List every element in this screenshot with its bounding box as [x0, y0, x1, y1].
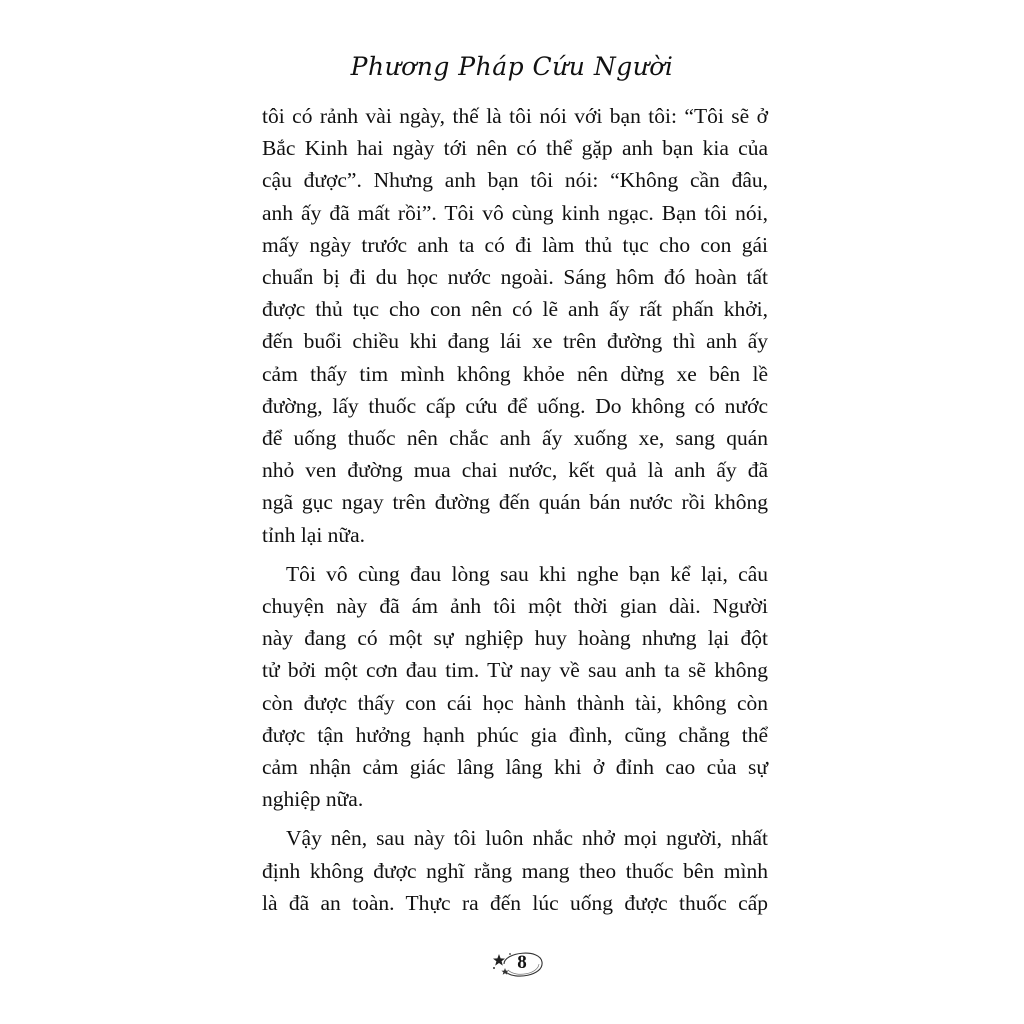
text-line: tỉnh lại nữa. — [262, 522, 366, 547]
text-line: Tôi vô cùng đau lòng sau khi nghe bạn kể lại, câu — [286, 561, 768, 586]
text-line: cảm nhận cảm giác lâng lâng khi ở đỉnh cao của sự — [262, 755, 768, 780]
running-header: Phương Pháp Cứu Người — [350, 52, 674, 81]
text-line: nhỏ ven đường mua chai nước, kết quả là anh ấy đã — [262, 458, 768, 483]
text-line: ngã gục ngay trên đường đến quán bán nước rồi không — [262, 490, 768, 515]
paragraph-3 — [262, 822, 768, 919]
text-line: anh ấy đã mất rồi”. Tôi vô cùng kinh ngạc. Bạn tôi nói, — [262, 200, 768, 225]
text-line: đường, lấy thuốc cấp cứu để uống. Do không có nước — [262, 393, 768, 418]
text-line: tôi có rảnh vài ngày, thế là tôi nói với bạn tôi: “Tôi sẽ ở — [262, 104, 768, 128]
text-line: chuyện này đã ám ảnh tôi một thời gian dài. Người — [262, 594, 768, 619]
text-line: nghiệp nữa. — [262, 787, 364, 812]
text-line: định không được nghĩ rằng mang theo thuốc bên mình — [262, 858, 768, 883]
text-line: còn được thấy con cái học hành thành tài, không còn — [262, 690, 768, 715]
text-line: này đang có một sự nghiệp huy hoàng nhưng lại đột — [262, 626, 768, 651]
paragraph-1 — [262, 100, 768, 551]
text-line: mấy ngày trước anh ta có đi làm thủ tục cho con gái — [262, 232, 768, 257]
text-line: chuẩn bị đi du học nước ngoài. Sáng hôm đó hoàn tất — [262, 265, 768, 290]
text-line: là đã an toàn. Thực ra đến lúc uống được thuốc cấp — [262, 890, 768, 915]
text-line: được tận hưởng hạnh phúc gia đình, cũng chẳng thể — [262, 722, 768, 747]
text-line: Vậy nên, sau này tôi luôn nhắc nhở mọi người, nhất — [286, 826, 768, 851]
text-line: Bắc Kinh hai ngày tới nên có thể gặp anh bạn kia của — [262, 136, 768, 161]
text-line: cảm thấy tim mình không khỏe nên dừng xe bên lề — [262, 361, 768, 386]
paragraph-2 — [262, 558, 768, 816]
page-number-badge — [490, 946, 546, 982]
text-line: tử bởi một cơn đau tim. Từ nay về sau anh ta sẽ không — [262, 658, 768, 683]
text-line: cậu được”. Nhưng anh bạn tôi nói: “Không cần đâu, — [262, 168, 768, 193]
text-line: đến buổi chiều khi đang lái xe trên đường thì anh ấy — [262, 329, 768, 354]
body-text — [262, 100, 768, 919]
text-line: được thủ tục cho con nên có lẽ anh ấy rất phấn khởi, — [262, 297, 768, 322]
text-line: để uống thuốc nên chắc anh ấy xuống xe, sang quán — [262, 426, 768, 451]
page-number: 8 — [517, 952, 527, 973]
